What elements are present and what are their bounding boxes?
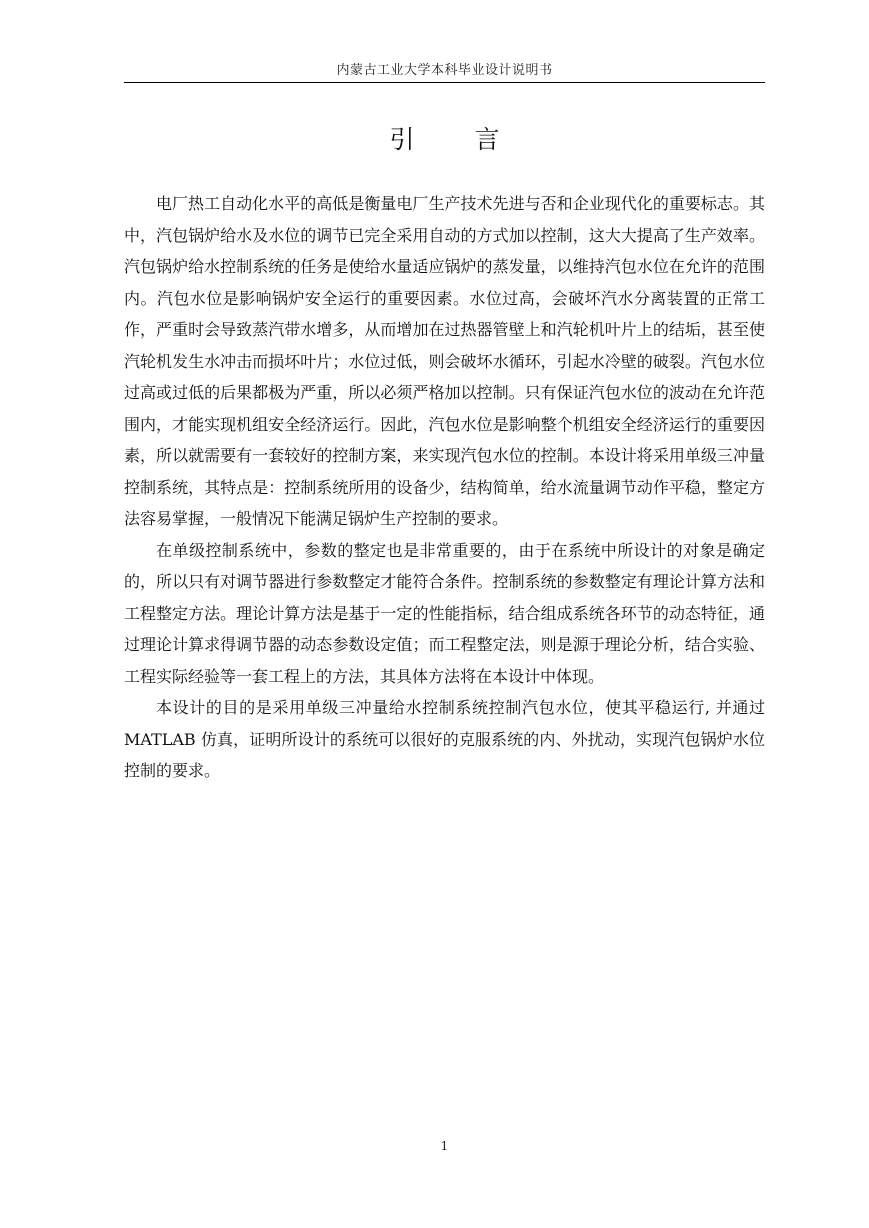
paragraph-2: 在单级控制系统中，参数的整定也是非常重要的，由于在系统中所设计的对象是确定的，所以只有对调节器进行参数整定才能符合条件。控制系统的参数整定有理论计算方法和工程整定方法。理论计算方法是基于一定的性能指标，结合组成系统各环节的动态特征，通过理论计算求得调节器的动态参数设定值；而工程整定法，则是源于理论分析，结合实验、工程实际经验等一套工程上的方法，其具体方法将在本设计中体现。 <box>124 540 765 686</box>
page-title: 引 言 <box>389 125 526 154</box>
page-number: 1 <box>440 1139 449 1153</box>
running-header: 内蒙古工业大学本科毕业设计说明书 <box>124 60 765 83</box>
paragraph-1: 电厂热工自动化水平的高低是衡量电厂生产技术先进与否和企业现代化的重要标志。其中，汽包锅炉给水及水位的调节已完全采用自动的方式加以控制，这大大提高了生产效率。汽包锅炉给水控制系统的任务是使给水量适应锅炉的蒸发量，以维持汽包水位在允许的范围内。汽包水位是影响锅炉安全运行的重要因素。水位过高，会破坏汽水分离装置的正常工作，严重时会导致蒸汽带水增多，从而增加在过热器管壁上和汽轮机叶片上的结垢，甚至使汽轮机发生水冲击而损坏叶片；水位过低，则会破坏水循环，引起水冷壁的破裂。汽包水位过高或过低的后果都极为严重，所以必须严格加以控制。只有保证汽包水位的波动在允许范围内，才能实现机组安全经济运行。因此，汽包水位是影响整个机组安全经济运行的重要因素，所以就需要有一套较好的控制方案，来实现汽包水位的控制。本设计将采用单级三冲量控制系统，其特点是：控制系统所用的设备少，结构简单，给水流量调节动作平稳，整定方法容易掌握，一般情况下能满足锅炉生产控制的要求。 <box>124 194 765 528</box>
paragraph-3: 本设计的目的是采用单级三冲量给水控制系统控制汽包水位，使其平稳运行, 并通过 MATLAB 仿真，证明所设计的系统可以很好的克服系统的内、外扰动，实现汽包锅炉水位控制的要求。 <box>124 698 765 780</box>
body-text <box>124 188 765 787</box>
